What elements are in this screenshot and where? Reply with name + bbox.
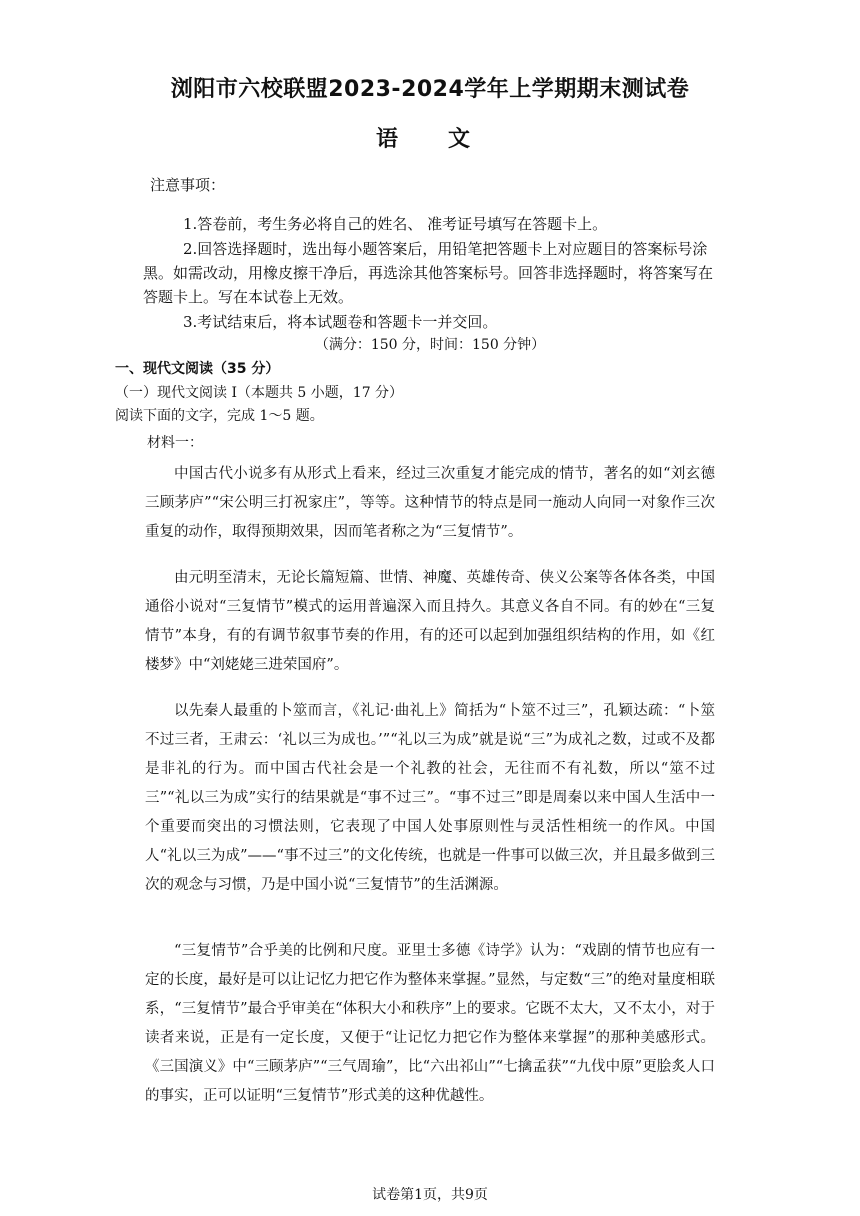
notice-item-3: 3.考试结束后，将本试题卷和答题卡一并交回。	[183, 313, 498, 331]
notice-item-1: 1.答卷前，考生务必将自己的姓名、 准考证号填写在答题卡上。	[183, 215, 608, 233]
notice-item-2: 2.回答选择题时，选出每小题答案后，用铅笔把答题卡上对应题目的答案标号涂黑。如需改动，用橡皮擦干净后，再选涂其他答案标号。回答非选择题时，将答案写在答题卡上。写在本试卷上无效。	[143, 240, 714, 306]
section-heading: 一、现代文阅读（35 分）	[115, 361, 280, 377]
paragraph-1: 中国古代小说多有从形式上看来，经过三次重复才能完成的情节，著名的如“刘玄德三顾茅庐”“宋公明三打祝家庄”，等等。这种情节的特点是同一施动人向同一对象作三次重复的动作，取得预期效果，因而笔者称之为“三复情节”。	[145, 466, 715, 540]
subject-title: 语 文	[375, 127, 484, 152]
paragraph-3: 以先秦人最重的卜筮而言，《礼记·曲礼上》简括为“卜筮不过三”，孔颖达疏：“卜筮不过三者，王肃云：‘礼以三为成也。’”“礼以三为成”就是说“三”为成礼之数，过或不及都是非礼的行为。而中国古代社会是一个礼教的社会，无往而不有礼数，所以“筮不过三”“礼以三为成”实行的结果就是“事不过三”。“事不过三”即是周秦以来中国人生活中一个重要而突出的习惯法则，它表现了中国人处事原则性与灵活性相统一的作风。中国人“礼以三为成”——“事不过三”的文化传统，也就是一件事可以做三次，并且最多做到三次的观念与习惯，乃是中国小说“三复情节”的生活渊源。	[145, 703, 715, 893]
notice-heading: 注意事项：	[150, 176, 226, 194]
subsection-heading: （一）现代文阅读 I（本题共 5 小题，17 分）	[115, 385, 404, 401]
paragraph-4: “三复情节”合乎美的比例和尺度。亚里士多德《诗学》认为：“戏剧的情节也应有一定的长度，最好是可以让记忆力把它作为整体来掌握。”显然，与定数“三”的绝对量度相联系，“三复情节”最合乎审美在“体积大小和秩序”上的要求。它既不太大，又不太小，对于读者来说，正是有一定长度，又便于“让记忆力把它作为整体来掌握”的那种美感形式。《三国演义》中“三顾茅庐”“三气周瑜”，比“六出祁山”“七擒孟获”“九伐中原”更脍炙人口的事实，正可以证明“三复情节”形式美的这种优越性。	[145, 943, 715, 1104]
paragraph-2: 由元明至清末，无论长篇短篇、世情、神魔、英雄传奇、侠义公案等各体各类，中国通俗小说对“三复情节”模式的运用普遍深入而且持久。其意义各自不同。有的妙在“三复情节”本身，有的有调节叙事节奏的作用，有的还可以起到加强组织结构的作用，如《红楼梦》中“刘姥姥三进荣国府”。	[145, 570, 715, 673]
score-time-note: （满分：150 分，时间：150 分钟）	[314, 337, 546, 353]
reading-instruction: 阅读下面的文字，完成 1～5 题。	[115, 408, 324, 424]
material-label: 材料一：	[147, 435, 203, 451]
page-number: 试卷第1页，共9页	[372, 1187, 488, 1203]
page-title: 浏阳市六校联盟2023-2024学年上学期期末测试卷	[170, 77, 690, 102]
